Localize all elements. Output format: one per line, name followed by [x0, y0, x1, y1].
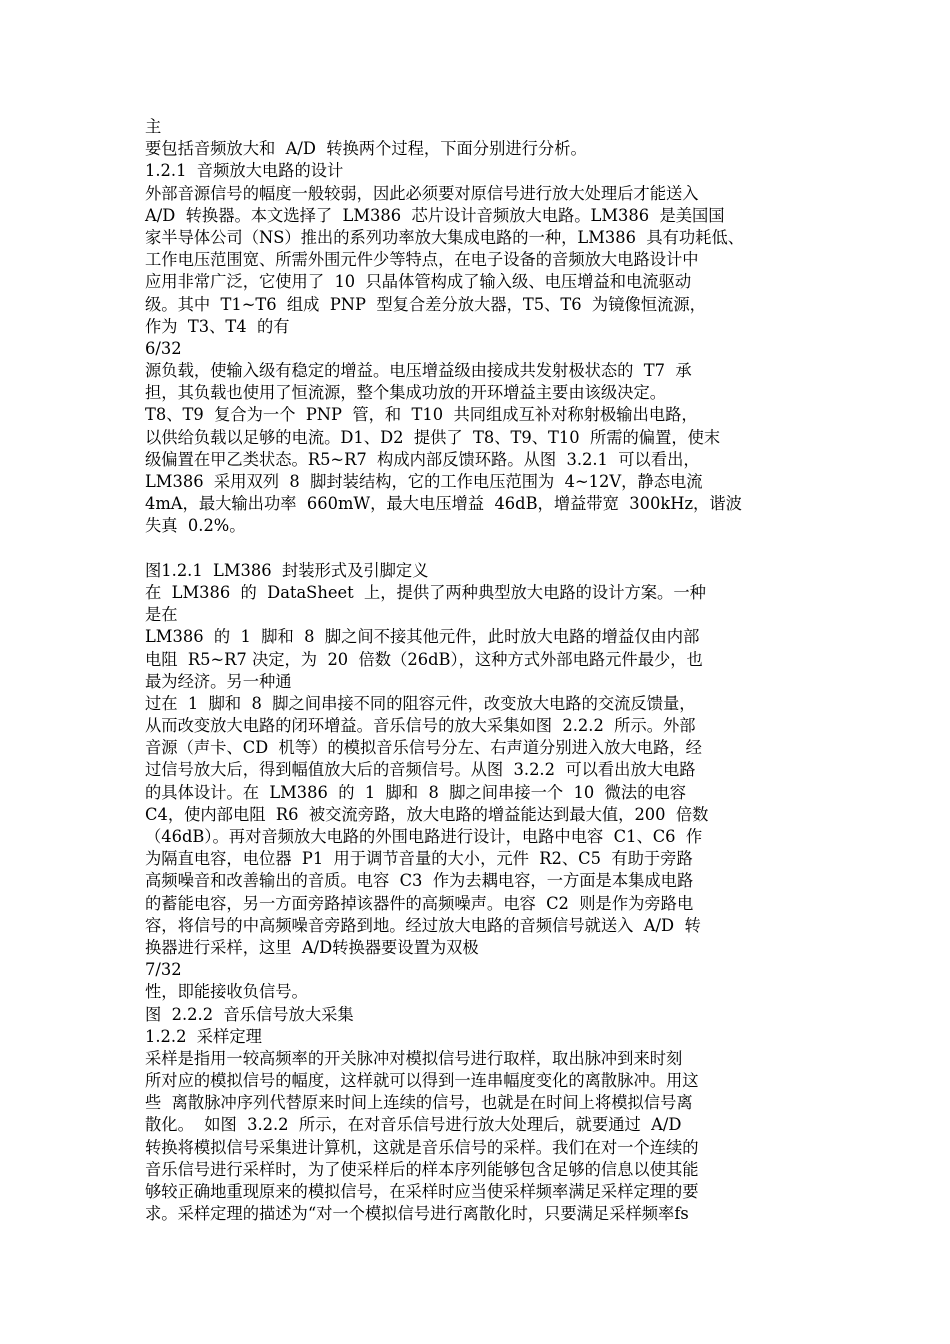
text-line: C4，使内部电阻 R6 被交流旁路，放大电路的增益能达到最大值，200 倍数 [145, 804, 709, 824]
text-line: 级偏置在甲乙类状态。R5~R7 构成内部反馈环路。从图 3.2.1 可以看出， [145, 449, 700, 469]
text-line: 求。采样定理的描述为“对一个模拟信号进行离散化时，只要满足采样频率fs [145, 1204, 689, 1224]
text-line: 失真 0.2%。 [145, 516, 246, 536]
text-line: 图 2.2.2 音乐信号放大采集 [145, 1004, 354, 1024]
text-line: 4mA，最大输出功率 660mW，最大电压增益 46dB，增益带宽 300kHz，谐波 [145, 494, 742, 514]
text-line: 应用非常广泛，它使用了 10 只晶体管构成了输入级、电压增益和电流驱动 [145, 272, 692, 292]
text-line: 些 离散脉冲序列代替原来时间上连续的信号，也就是在时间上将模拟信号离 [145, 1093, 693, 1113]
text-line: 采样是指用一较高频率的开关脉冲对模拟信号进行取样，取出脉冲到来时刻 [145, 1048, 683, 1068]
text-line: 家半导体公司（NS）推出的系列功率放大集成电路的一种，LM386 具有功耗低、 [145, 227, 745, 247]
text-line: 6/32 [145, 338, 182, 358]
text-line: 源负载，使输入级有稳定的增益。电压增益级由接成共发射极状态的 T7 承 [145, 361, 692, 381]
text-line: 作为 T3、T4 的有 [145, 316, 290, 336]
text-line: LM386 的 1 脚和 8 脚之间不接其他元件，此时放大电路的增益仅由内部 [145, 627, 700, 647]
document-body [145, 116, 935, 1225]
text-line: 散化。 如图 3.2.2 所示，在对音乐信号进行放大处理后，就要通过 A/D [145, 1115, 682, 1135]
text-line: 在 LM386 的 DataSheet 上，提供了两种典型放大电路的设计方案。一种 [145, 582, 706, 602]
text-line: 高频噪音和改善输出的音质。电容 C3 作为去耦电容，一方面是本集成电路 [145, 871, 694, 891]
text-line: （46dB）。再对音频放大电路的外围电路进行设计，电路中电容 C1、C6 作 [145, 827, 703, 846]
text-line: 电阻 R5~R7 决定，为 20 倍数（26dB），这种方式外部电路元件最少，也 [145, 649, 703, 669]
text-line: 最为经济。另一种通 [145, 671, 292, 691]
text-line: 性，即能接收负信号。 [145, 982, 308, 1002]
text-line: 7/32 [145, 960, 182, 980]
text-line: 工作电压范围宽、所需外围元件少等特点，在电子设备的音频放大电路设计中 [145, 250, 699, 270]
text-line: 是在 [145, 605, 178, 625]
text-line [145, 538, 935, 560]
text-line: 容，将信号的中高频噪音旁路到地。经过放大电路的音频信号就送入 A/D 转 [145, 915, 701, 935]
text-line: A/D 转换器。本文选择了 LM386 芯片设计音频放大电路。LM386 是美国国 [145, 205, 725, 225]
text-line: 音乐信号进行采样时，为了使采样后的样本序列能够包含足够的信息以使其能 [145, 1159, 699, 1179]
text-line: 以供给负载以足够的电流。D1、D2 提供了 T8、T9、T10 所需的偏置，使末 [145, 427, 721, 447]
text-line: 要包括音频放大和 A/D 转换两个过程，下面分别进行分析。 [145, 139, 587, 159]
text-line: 为隔直电容，电位器 P1 用于调节音量的大小，元件 R2、C5 有助于旁路 [145, 849, 693, 869]
text-line: 1.2.1 音频放大电路的设计 [145, 161, 344, 181]
text-line: 图1.2.1 LM386 封装形式及引脚定义 [145, 560, 429, 580]
text-line: 换器进行采样，这里 A/D转换器要设置为双极 [145, 937, 479, 957]
text-line: 1.2.2 采样定理 [145, 1026, 262, 1046]
text-line: 够较正确地重现原来的模拟信号，在采样时应当使采样频率满足采样定理的要 [145, 1182, 699, 1201]
text-line: 转换将模拟信号采集进计算机，这就是音乐信号的采样。我们在对一个连续的 [145, 1137, 699, 1157]
text-line: 从而改变放大电路的闭环增益。音乐信号的放大采集如图 2.2.2 所示。外部 [145, 716, 696, 736]
text-line: 的蓄能电容，另一方面旁路掉该器件的高频噪声。电容 C2 则是作为旁路电 [145, 893, 694, 913]
text-line: 所对应的模拟信号的幅度，这样就可以得到一连串幅度变化的离散脉冲。用这 [145, 1071, 699, 1091]
text-line: 过在 1 脚和 8 脚之间串接不同的阻容元件，改变放大电路的交流反馈量， [145, 693, 696, 713]
text-line: 音源（声卡、CD 机等）的模拟音乐信号分左、右声道分别进入放大电路，经 [145, 738, 702, 758]
text-line: T8、T9 复合为一个 PNP 管，和 T10 共同组成互补对称射极输出电路， [145, 405, 698, 425]
text-line: 担，其负载也使用了恒流源，整个集成功放的开环增益主要由该级决定。 [145, 383, 667, 403]
text-line: 级。其中 T1~T6 组成 PNP 型复合差分放大器，T5、T6 为镜像恒流源， [145, 294, 706, 314]
text-line: 外部音源信号的幅度一般较弱，因此必须要对原信号进行放大处理后才能送入 [145, 183, 699, 203]
text-line: 主 [145, 117, 162, 136]
text-line: 过信号放大后，得到幅值放大后的音频信号。从图 3.2.2 可以看出放大电路 [145, 760, 696, 780]
text-line: 的具体设计。在 LM386 的 1 脚和 8 脚之间串接一个 10 微法的电容 [145, 782, 686, 802]
text-line: LM386 采用双列 8 脚封装结构，它的工作电压范围为 4~12V，静态电流 [145, 472, 703, 491]
